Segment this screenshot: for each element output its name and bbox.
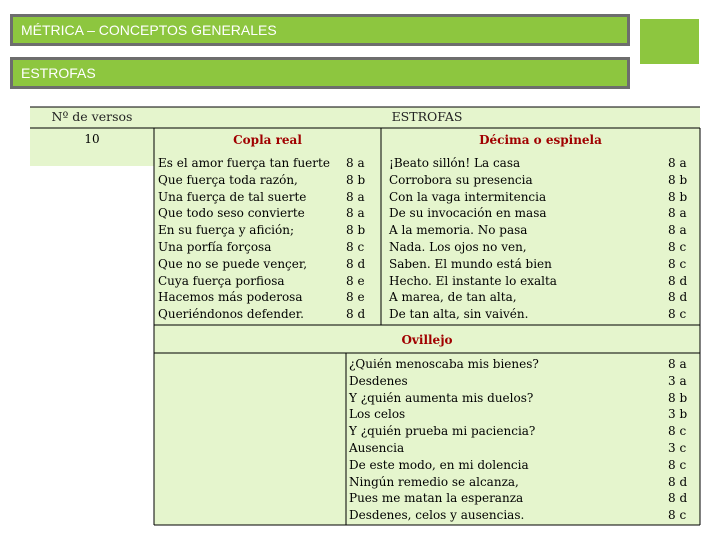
metric-line: 8 a <box>346 156 365 170</box>
verse-line: De tan alta, sin vaivén. <box>389 307 529 322</box>
metric-line: 8 a <box>346 206 365 221</box>
metric-line: 8 e <box>346 290 365 305</box>
copla-real-metrics <box>346 155 365 323</box>
ovillejo-title: Ovillejo <box>401 333 453 347</box>
verse-line: Ausencia <box>349 440 405 455</box>
metric-line: 8 c <box>668 256 687 271</box>
verse-line: A la memoria. No pasa <box>389 223 528 238</box>
verse-line: A marea, de tan alta, <box>389 290 517 305</box>
metric-line: 8 c <box>668 457 687 472</box>
metric-line: 8 a <box>668 156 687 170</box>
verse-line: Hecho. El instante lo exalta <box>389 273 557 288</box>
verse-line: Y ¿quién prueba mi paciencia? <box>349 424 536 439</box>
metric-line: 8 a <box>668 206 687 221</box>
header-num-versos: Nº de versos <box>51 109 133 124</box>
verse-line: ¿Quién menoscaba mis bienes? <box>349 357 539 371</box>
verse-line: Pues me matan la esperanza <box>349 491 524 506</box>
verse-line: Desdenes <box>349 373 408 388</box>
metric-line: 8 c <box>668 307 687 322</box>
metric-line: 8 c <box>346 239 365 254</box>
verse-line: Que no se puede vençer, <box>158 256 308 271</box>
verse-line: De este modo, en mi dolencia <box>349 457 529 472</box>
verse-line: ¡Beato sillón! La casa <box>389 156 521 170</box>
header-estrofas: ESTROFAS <box>391 109 463 124</box>
page-title: MÉTRICA – CONCEPTOS GENERALES <box>21 22 277 38</box>
metric-line: 8 b <box>346 172 366 187</box>
verse-line: Que todo seso convierte <box>158 206 305 221</box>
verse-line: Es el amor fuerça tan fuerte <box>158 156 330 170</box>
verse-line: Una porfía forçosa <box>158 239 272 254</box>
metric-line: 3 b <box>668 407 688 422</box>
ovillejo-metrics <box>668 356 687 524</box>
verse-line: En su fuerça y afición; <box>158 223 295 238</box>
metric-line: 8 d <box>668 290 688 305</box>
metric-line: 8 d <box>668 273 688 288</box>
verse-line: Los celos <box>349 407 406 422</box>
verse-line: Que fuerça toda razón, <box>158 172 298 187</box>
metric-line: 8 c <box>668 239 687 254</box>
decima-title: Décima o espinela <box>479 133 602 147</box>
metric-line: 8 b <box>668 189 688 204</box>
verse-line: De su invocación en masa <box>389 206 547 221</box>
section-title: ESTROFAS <box>21 65 96 81</box>
copla-real-verses <box>158 155 330 323</box>
metric-line: 8 c <box>668 424 687 439</box>
verse-line: Saben. El mundo está bien <box>389 256 552 271</box>
metric-line: 8 b <box>346 223 366 238</box>
metric-line: 8 a <box>668 357 687 371</box>
verse-line: Con la vaga intermitencia <box>389 189 547 204</box>
metric-line: 8 b <box>668 172 688 187</box>
copla-real-title: Copla real <box>233 133 302 147</box>
verse-line: Corrobora su presencia <box>389 172 533 187</box>
verse-line: Nada. Los ojos no ven, <box>389 239 527 254</box>
decima-verses <box>389 155 557 323</box>
metric-line: 8 d <box>668 491 688 506</box>
metric-line: 8 b <box>668 390 688 405</box>
metric-line: 8 d <box>668 474 688 489</box>
verse-line: Cuya fuerça porfiosa <box>158 273 285 288</box>
verse-line: Queriéndonos defender. <box>158 307 304 322</box>
metric-line: 8 d <box>346 307 366 322</box>
num-versos-value: 10 <box>84 132 100 146</box>
metric-line: 8 c <box>668 508 687 523</box>
metric-line: 3 c <box>668 440 687 455</box>
verse-line: Desdenes, celos y ausencias. <box>349 508 525 523</box>
verse-line: Hacemos más poderosa <box>158 290 303 305</box>
verse-line: Y ¿quién aumenta mis duelos? <box>349 390 534 405</box>
verse-line: Ningún remedio se alcanza, <box>349 474 519 489</box>
verse-line: Una fuerça de tal suerte <box>158 189 307 204</box>
metric-line: 8 a <box>346 189 365 204</box>
decima-metrics <box>668 155 687 323</box>
metric-line: 8 a <box>668 223 687 238</box>
metric-line: 8 d <box>346 256 366 271</box>
metric-line: 3 a <box>668 373 687 388</box>
metric-line: 8 e <box>346 273 365 288</box>
ovillejo-verses <box>349 356 539 524</box>
